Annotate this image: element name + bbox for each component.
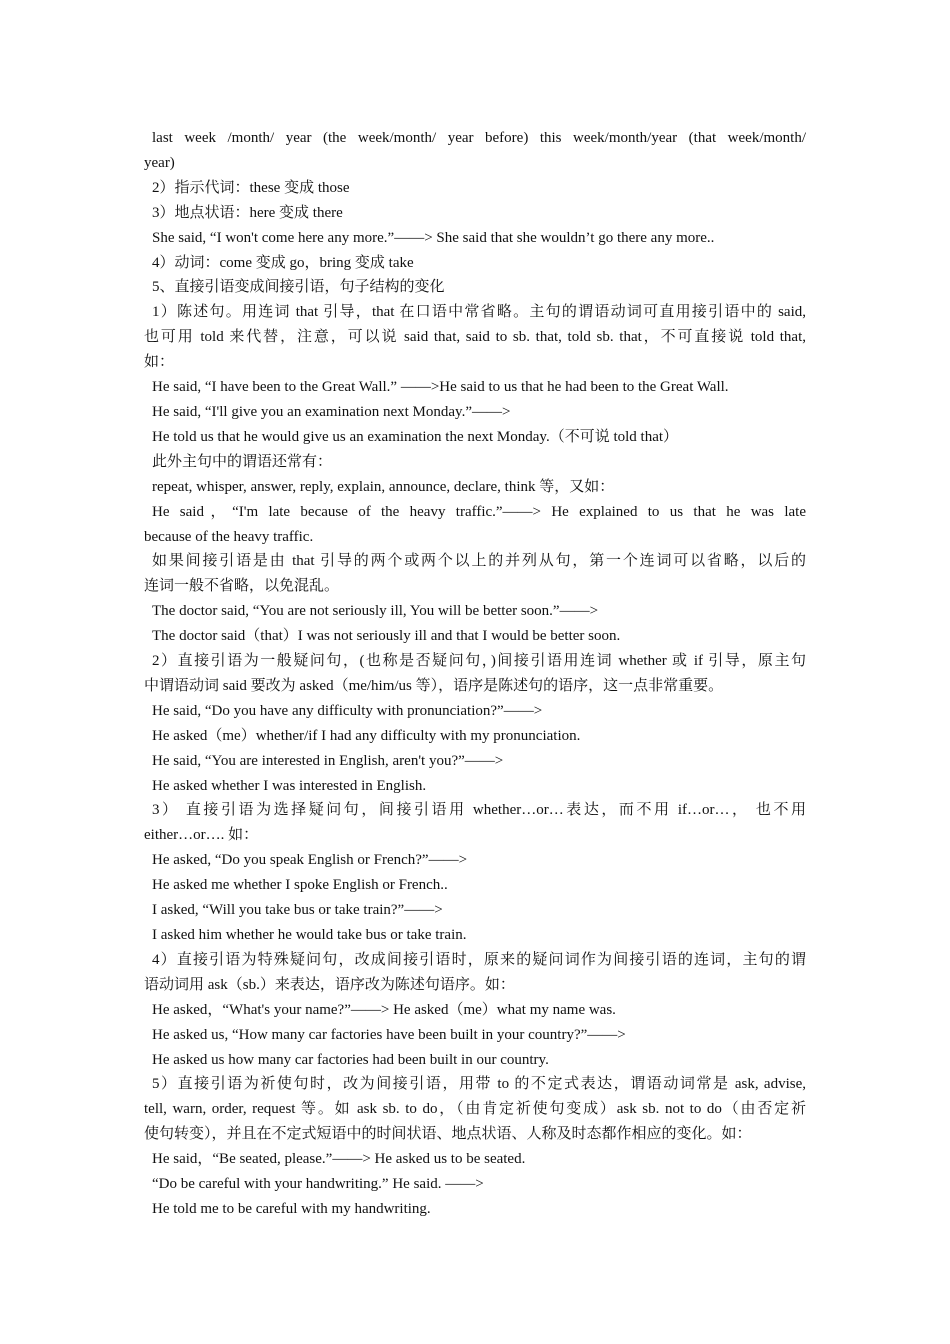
example-line: I asked, “Will you take bus or take train?”——> (152, 902, 443, 919)
example-line: He said, “Do you have any difficulty with pronunciation?”——> (152, 702, 543, 719)
example-line: He said，“I'm late because of the heavy traffic.”——> He explained to us that he was late (152, 503, 806, 520)
example-line: He asked, “Do you speak English or French?”——> (152, 852, 468, 869)
text-line: year) (144, 154, 175, 171)
example-line: He said, “I'll give you an examination next Monday.”——> (152, 403, 511, 420)
example-line: because of the heavy traffic. (144, 528, 314, 545)
example-line: He asked me whether I spoke English or French.. (152, 877, 448, 894)
text-line: 使句转变），并且在不定式短语中的时间状语、地点状语、人称及时态都作相应的变化。如： (144, 1126, 752, 1143)
text-line: 连词一般不省略，以免混乱。 (144, 578, 340, 595)
text-line: last week /month/ year (the week/month/ year before) this week/month/year (that week/month/ (152, 130, 806, 146)
example-line: He asked（me）whether/if I had any difficulty with my pronunciation. (152, 727, 581, 744)
text-line: 4）动词：come 变成 go，bring 变成 take (152, 254, 414, 271)
text-line: 3） 直接引语为选择疑问句，间接引语用 whether…or…表达，而不用 if…or…， 也不用 (152, 802, 806, 819)
example-line: The doctor said, “You are not seriously ill, You will be better soon.”——> (152, 603, 599, 620)
example-line: He told me to be careful with my handwriting. (152, 1200, 431, 1217)
text-line: 如： (144, 354, 175, 371)
text-line: 如果间接引语是由 that 引导的两个或两个以上的并列从句，第一个连词可以省略，以后的 (152, 553, 806, 570)
example-line: He asked us how many car factories had been built in our country. (152, 1051, 549, 1068)
text-line: She said, “I won't come here any more.”——> She said that she wouldn’t go there any more.. (152, 229, 715, 246)
example-line: I asked him whether he would take bus or take train. (152, 927, 467, 943)
text-line: 中谓语动词 said 要改为 asked（me/him/us 等），语序是陈述句的语序，这一点非常重要。 (144, 677, 724, 694)
example-line: “Do be careful with your handwriting.” He said. ——> (152, 1176, 484, 1193)
example-line: He asked whether I was interested in English. (152, 777, 427, 794)
text-line: 5）直接引语为祈使句时，改为间接引语，用带 to 的不定式表达，谓语动词常是 ask, advise, (152, 1076, 806, 1093)
text-line: 1）陈述句。用连词 that 引导，that 在口语中常省略。主句的谓语动词可直用接引语中的 said, (152, 304, 806, 321)
example-line: The doctor said（that）I was not seriously ill and that I would be better soon. (152, 628, 621, 645)
text-line: either…or…. 如： (144, 827, 259, 844)
example-line: He asked，“What's your name?”——> He asked（me）what my name was. (152, 1001, 616, 1018)
text-line: repeat, whisper, answer, reply, explain, announce, declare, think 等，又如： (152, 478, 615, 495)
text-line: 语动词用 ask（sb.）来表达，语序改为陈述句语序。如： (144, 976, 515, 993)
text-line: 此外主句中的谓语还常有： (152, 453, 333, 470)
text-line: tell, warn, order, request 等。如 ask sb. to do，（由肯定祈使句变成）ask sb. not to do（由否定祈 (144, 1101, 806, 1118)
text-line: 3）地点状语：here 变成 there (152, 204, 343, 221)
example-line: He said，“Be seated, please.”——> He asked us to be seated. (152, 1151, 526, 1168)
document-body (144, 126, 806, 1222)
example-line: He told us that he would give us an examination the next Monday.（不可说 told that） (152, 428, 679, 445)
text-line: 2）指示代词：these 变成 those (152, 179, 350, 196)
example-line: He said, “I have been to the Great Wall.” ——>He said to us that he had been to the Great Wall. (152, 379, 729, 396)
example-line: He said, “You are interested in English, aren't you?”——> (152, 752, 504, 769)
section-heading: 5、直接引语变成间接引语，句子结构的变化 (152, 279, 445, 296)
example-line: He asked us, “How many car factories have been built in your country?”——> (152, 1026, 626, 1043)
text-line: 也可用 told 来代替，注意，可以说 said that, said to sb. that, told sb. that，不可直接说 told that, (144, 329, 806, 346)
text-line: 4）直接引语为特殊疑问句，改成间接引语时，原来的疑问词作为间接引语的连词，主句的谓 (152, 951, 806, 968)
text-line: 2）直接引语为一般疑问句，(也称是否疑问句，)间接引语用连词 whether 或 if 引导，原主句 (152, 653, 806, 670)
